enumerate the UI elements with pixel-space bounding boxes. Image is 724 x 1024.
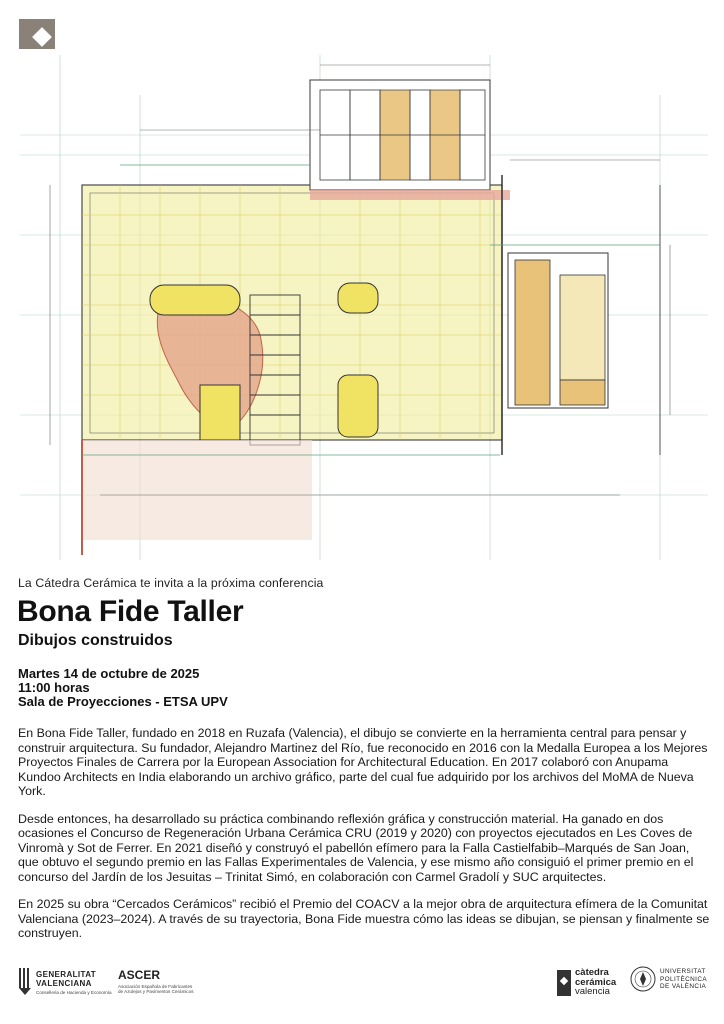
- page-subtitle: Dibujos construidos: [18, 632, 173, 649]
- upv-name: [660, 968, 707, 991]
- upv-line-1: UNIVERSITAT: [660, 968, 706, 975]
- catedra-line-3: valencia: [575, 986, 610, 998]
- catedra-logo-mark: [19, 19, 55, 49]
- event-date: Martes 14 de octubre de 2025: [18, 666, 200, 681]
- ascer-description: Asociación Española de Fabricantes de Azulejos y Pavimentos Cerámicos: [118, 984, 194, 995]
- event-venue: Sala de Proyecciones - ETSA UPV: [18, 694, 228, 709]
- catedra-line-1: càtedra: [575, 967, 609, 978]
- generalitat-valenciana-logo: [18, 966, 112, 1002]
- catedra-name: [575, 968, 616, 997]
- body-paragraph-2: Desde entonces, ha desarrollado su práctica combinando reflexión gráfica y construcción material. Ha ganado en dos ocasiones el Concurso de Regeneración Urbana Cerámica CRU (2019 y 2020) con proyectos ejecutados en Les Coves de Vinromà y Sot de Ferrer. En 2021 diseñó y construyó el pabellón efímero para la Falla Castielfabib–Marqués de San Joan, que obtuvo el segundo premio en las Fallas Experimentales de Valencia, y ese mismo año consiguió el primer premio en el concurso del Jardín de los Jesuitas – Trinitat Simó, en colaboración con Carmel Gradolí y SUC arquitectes.: [18, 811, 694, 884]
- upv-logo: [630, 966, 710, 1002]
- invitation-text: La Cátedra Cerámica te invita a la próxima conferencia: [18, 576, 324, 590]
- body-paragraph-1: En Bona Fide Taller, fundado en 2018 en Ruzafa (Valencia), el dibujo se convierte en la herramienta central para pensar y construir arquitectura. Su fundador, Alejandro Martinez del Río, fue reconocido en 2016 con la Medalla Europea a los Mejores Proyectos Finales de Carrera por la European Association for Architectural Education. En 2017 colaboró con Anupama Kundoo Architects en India elaborando un archivo gráfico, parte del cual fue adquirido por los archivos del MoMA de Nueva York.: [18, 726, 708, 798]
- catedra-icon: [557, 970, 571, 996]
- ascer-logo: [118, 968, 208, 1004]
- architectural-plan-drawing: [20, 55, 708, 560]
- page-title: Bona Fide Taller: [17, 595, 244, 628]
- upv-seal-icon: [630, 966, 656, 992]
- gva-line-2: VALENCIANA: [36, 979, 92, 988]
- ascer-name: ASCER: [118, 968, 161, 982]
- upv-line-2: POLITÈCNICA: [660, 975, 708, 983]
- diamond-icon: [32, 27, 52, 47]
- body-paragraph-3: En 2025 su obra “Cercados Cerámicos” recibió el Premio del COACV a la mejor obra de arquitectura efímera de la Comunitat Valenciana (2023–2024). A través de su trayectoria, Bona Fide muestra cómo las ideas se dibujan, se piensan y finalmente se construyen.: [18, 897, 710, 940]
- body-text: [18, 726, 712, 954]
- upv-line-3: DE VALÈNCIA: [660, 983, 707, 991]
- catedra-line-2: cerámica: [575, 976, 617, 988]
- generalitat-name: [36, 970, 96, 988]
- event-time: 11:00 horas: [18, 680, 90, 695]
- gva-department: Conselleria de Hacienda y Economía: [36, 990, 112, 995]
- generalitat-crest-icon: [18, 966, 32, 996]
- gva-line-1: GENERALITAT: [36, 970, 97, 979]
- footer-logos: [0, 960, 724, 1010]
- catedra-ceramica-logo: [557, 968, 623, 1004]
- event-details: [18, 667, 228, 709]
